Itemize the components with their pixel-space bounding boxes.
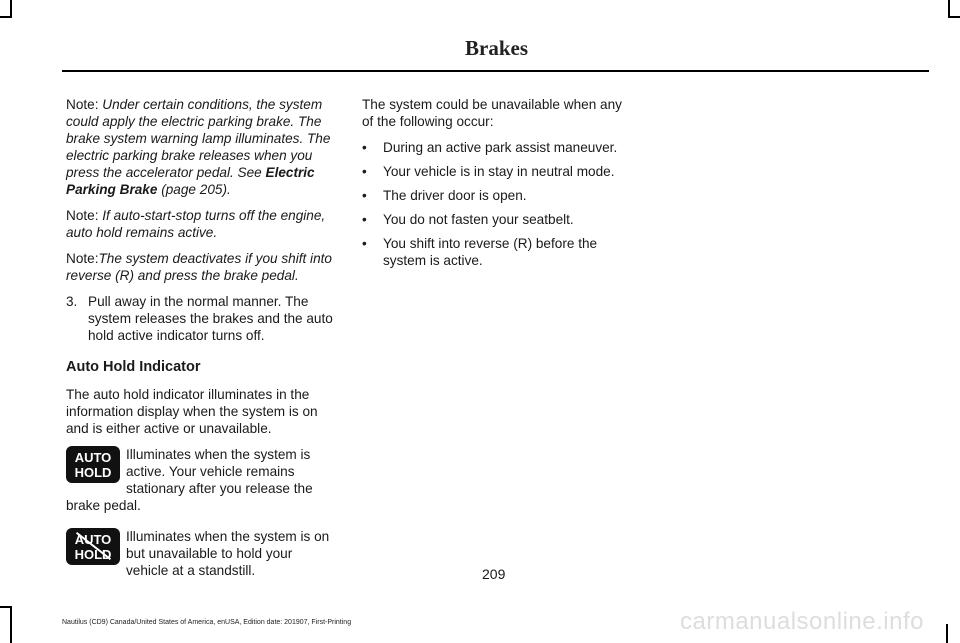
note-text: Under certain conditions, the system could apply the electric parking brake. The brake system warning lamp illuminates. The electric parking brake releases when you press the accelerator pedal. See xyxy=(66,97,331,180)
section-title: Auto Hold Indicator xyxy=(66,359,201,375)
note-1 xyxy=(66,96,338,198)
page-header-title: Brakes xyxy=(465,36,528,60)
footer-edition-info: Nautilus (CD9) Canada/United States of America, enUSA, Edition date: 201907, First-Printing xyxy=(62,619,352,626)
auto-hold-unavailable-icon: AUTO HOLD xyxy=(66,528,120,565)
bullet-icon: • xyxy=(362,236,367,251)
list-item: • The driver door is open. xyxy=(362,188,527,203)
step-3 xyxy=(66,293,338,344)
bullet-icon: • xyxy=(362,140,367,155)
note-text: If auto-start-stop turns off the engine, auto hold remains active. xyxy=(66,208,326,240)
crop-mark-bottom-left-v xyxy=(10,606,12,643)
note-label: Note: xyxy=(66,97,99,112)
cross-reference-link[interactable]: Electric Parking Brake xyxy=(66,165,315,197)
unavailable-intro: The system could be unavailable when any of the following occur: xyxy=(362,97,622,129)
list-item: • You shift into reverse (R) before the system is active. xyxy=(362,236,598,268)
list-item: • During an active park assist maneuver. xyxy=(362,140,618,155)
watermark: carmanualsonline.info xyxy=(680,608,924,635)
crop-mark-top-left-h xyxy=(0,16,12,18)
indicator-active xyxy=(66,446,338,514)
list-item: • You do not fasten your seatbelt. xyxy=(362,212,574,227)
auto-hold-icon: AUTO HOLD xyxy=(66,446,120,483)
crop-mark-bottom-right-v xyxy=(946,624,948,643)
header-rule xyxy=(62,70,929,72)
note-text: The system deactivates if you shift into reverse (R) and press the brake pedal. xyxy=(66,251,332,283)
note-label: Note: xyxy=(66,251,99,266)
note-label: Note: xyxy=(66,208,99,223)
cross-reference-page: (page 205). xyxy=(157,182,231,197)
crop-mark-top-right-h xyxy=(948,16,960,18)
list-item: • Your vehicle is in stay in neutral mode. xyxy=(362,164,615,179)
indicator-description: Illuminates when the system is on but unavailable to hold your vehicle at a standstill. xyxy=(126,529,330,578)
indicator-description: Illuminates when the system is active. Your vehicle remains stationary after you release the brake pedal. xyxy=(66,447,313,513)
crop-mark-bottom-left-h xyxy=(0,606,12,608)
note-3 xyxy=(66,250,338,284)
left-column xyxy=(66,96,338,588)
step-number: 3. xyxy=(66,294,78,309)
bullet-icon: • xyxy=(362,212,367,227)
step-text: Pull away in the normal manner. The system releases the brakes and the auto hold active indicator turns off. xyxy=(88,294,333,343)
unavailable-conditions-list xyxy=(362,139,634,269)
section-intro: The auto hold indicator illuminates in the information display when the system is on and is either active or unavailable. xyxy=(66,387,318,436)
page-number: 209 xyxy=(482,566,506,582)
bullet-icon: • xyxy=(362,188,367,203)
note-2 xyxy=(66,207,338,241)
right-column xyxy=(362,96,634,276)
bullet-icon: • xyxy=(362,164,367,179)
indicator-unavailable xyxy=(66,528,338,579)
